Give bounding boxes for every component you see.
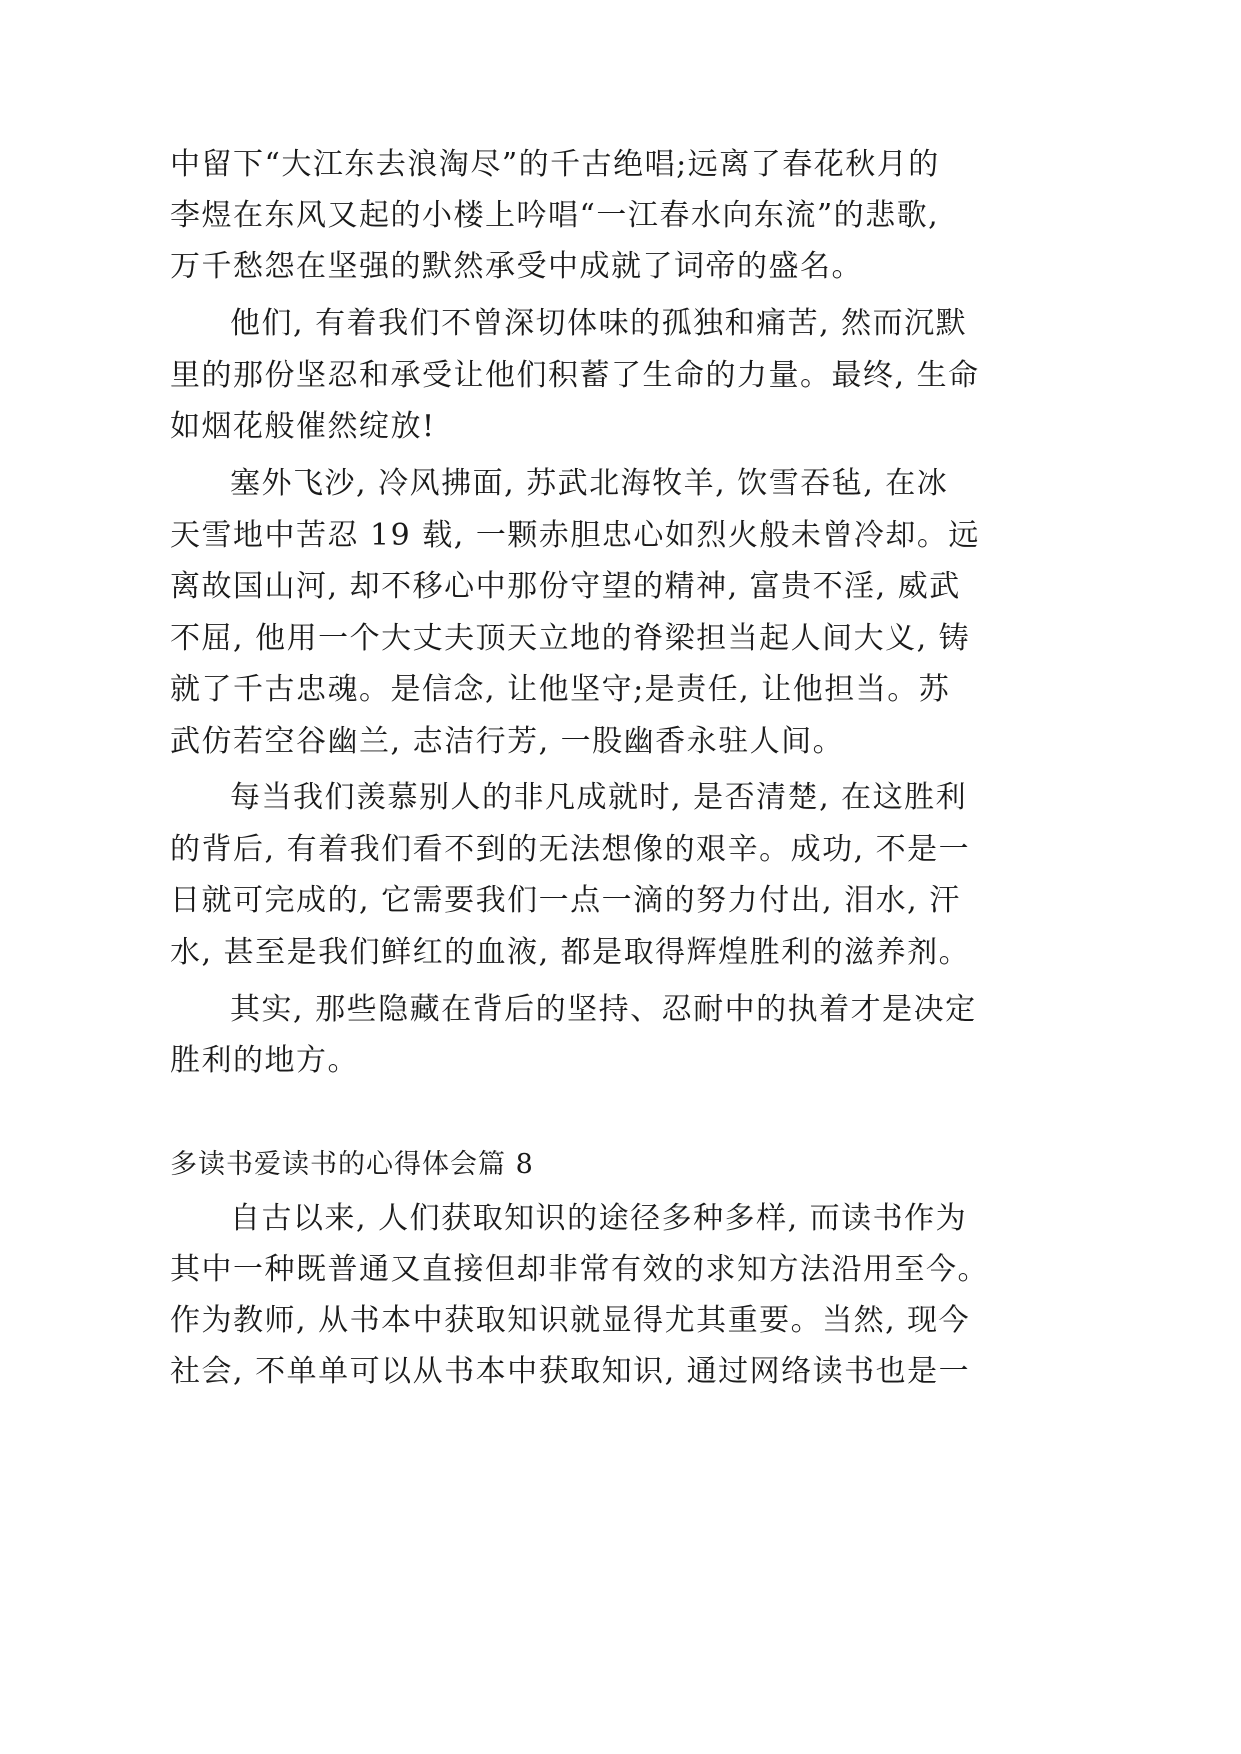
paragraph-line: 每当我们羡慕别人的非凡成就时, 是否清楚, 在这胜利 xyxy=(230,780,968,815)
paragraph-line: 就了千古忠魂。是信念, 让他坚守;是责任, 让他担当。苏 xyxy=(170,672,951,707)
paragraph-line: 离故国山河, 却不移心中那份守望的精神, 富贵不淫, 威武 xyxy=(170,569,961,604)
paragraph-line: 里的那份坚忍和承受让他们积蓄了生命的力量。最终, 生命 xyxy=(170,358,980,393)
paragraph-line: 他们, 有着我们不曾深切体味的孤独和痛苦, 然而沉默 xyxy=(230,306,968,341)
paragraph-line: 胜利的地方。 xyxy=(170,1043,359,1078)
paragraph-line: 其实, 那些隐藏在背后的坚持、忍耐中的执着才是决定 xyxy=(230,992,977,1027)
paragraph-line: 日就可完成的, 它需要我们一点一滴的努力付出, 泪水, 汗 xyxy=(170,883,961,918)
paragraph-line: 如烟花般催然绽放! xyxy=(170,409,436,444)
paragraph-line: 武仿若空谷幽兰, 志洁行芳, 一股幽香永驻人间。 xyxy=(170,724,845,759)
paragraph-line: 的背后, 有着我们看不到的无法想像的艰辛。成功, 不是一 xyxy=(170,832,971,867)
paragraph-line: 社会, 不单单可以从书本中获取知识, 通过网络读书也是一 xyxy=(170,1354,971,1389)
paragraph-line: 作为教师, 从书本中获取知识就显得尤其重要。当然, 现今 xyxy=(170,1303,971,1338)
paragraph-line: 李煜在东风又起的小楼上吟唱“一江春水向东流”的悲歌, xyxy=(170,198,940,233)
paragraph-line: 天雪地中苦忍 19 载, 一颗赤胆忠心如烈火般未曾冷却。远 xyxy=(170,518,980,553)
paragraph-line: 万千愁怨在坚强的默然承受中成就了词帝的盛名。 xyxy=(170,249,863,284)
paragraph-line: 中留下“大江东去浪淘尽”的千古绝唱;远离了春花秋月的 xyxy=(170,147,940,182)
paragraph-line: 其中一种既普通又直接但却非常有效的求知方法沿用至今。 xyxy=(170,1252,989,1287)
section-heading: 多读书爱读书的心得体会篇 8 xyxy=(170,1149,534,1180)
paragraph-line: 不屈, 他用一个大丈夫顶天立地的脊梁担当起人间大义, 铸 xyxy=(170,621,971,656)
paragraph-line: 自古以来, 人们获取知识的途径多种多样, 而读书作为 xyxy=(230,1201,968,1236)
paragraph-line: 塞外飞沙, 冷风拂面, 苏武北海牧羊, 饮雪吞毡, 在冰 xyxy=(230,466,949,501)
paragraph-line: 水, 甚至是我们鲜红的血液, 都是取得辉煌胜利的滋养剂。 xyxy=(170,935,971,970)
